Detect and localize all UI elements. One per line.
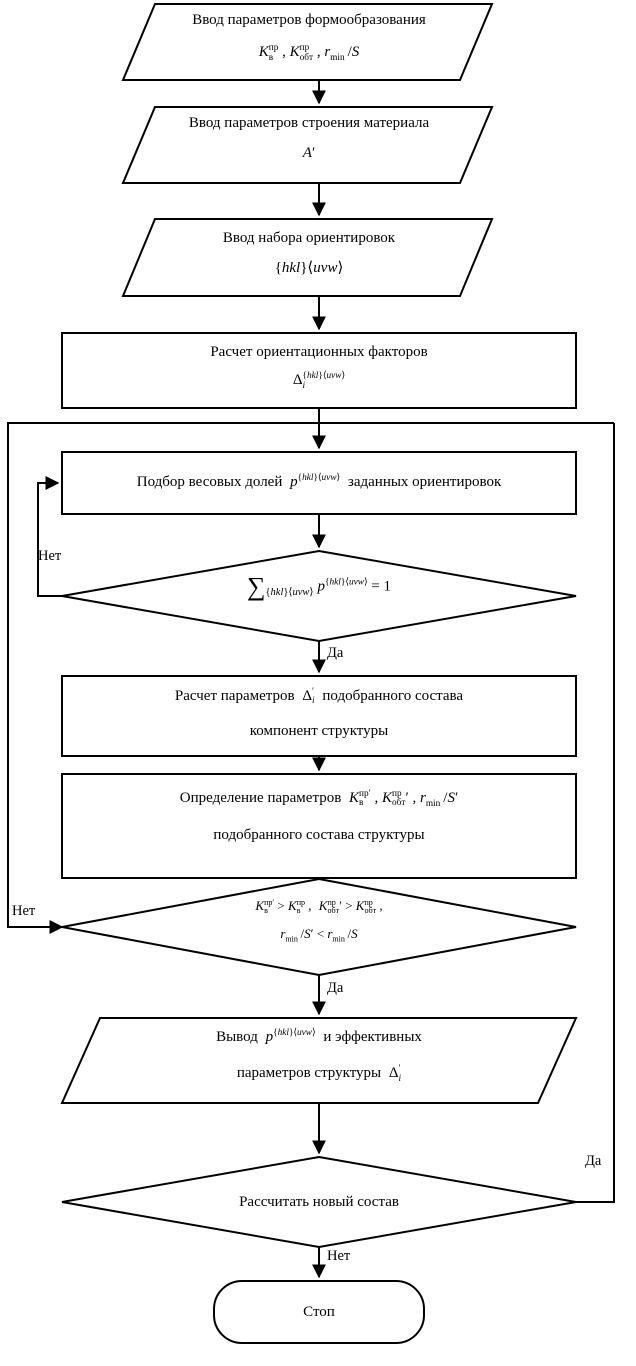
node-check-new-composition bbox=[62, 1157, 576, 1247]
node-line: Расчет параметров Δ ′ i подобранного состава bbox=[174, 686, 464, 707]
node-line: компонент структуры bbox=[249, 722, 389, 739]
node-line: $r_{min}$ $/S' < r_{min}$ /S bbox=[280, 926, 358, 944]
node-stop bbox=[214, 1281, 424, 1343]
node-line-math: {hkl}⟨uvw⟩ bbox=[274, 260, 344, 277]
node-line: Стоп bbox=[303, 1304, 335, 1320]
node-line: Расчет ориентационных факторов bbox=[210, 344, 428, 360]
node-check-improved-params bbox=[62, 879, 576, 975]
node-line: Ввод параметров строения материала bbox=[188, 115, 430, 131]
edge-label-no-new-composition: Нет bbox=[327, 1248, 351, 1264]
node-input-orientations bbox=[123, 219, 492, 296]
node-line: Вывод $p^{\{hkl\}⟨uvw⟩}$ и эффективных bbox=[216, 1028, 422, 1045]
edge-label-yes-sum: Да bbox=[327, 645, 344, 661]
node-select-weight-fractions bbox=[62, 452, 576, 514]
node-check-sum-equals-one bbox=[62, 551, 576, 641]
edge-label-yes-params: Да bbox=[327, 980, 344, 996]
node-line-math: K пр в , K пр обт , $r_{min}$ /S bbox=[258, 43, 360, 64]
node-line: Подбор весовых долей $p^{\{hkl\}⟨uvw⟩}$ заданных ориентировок bbox=[136, 473, 502, 490]
node-line: Ввод набора ориентировок bbox=[222, 230, 396, 246]
node-input-forming-params bbox=[123, 4, 492, 80]
node-output-results bbox=[62, 1018, 576, 1103]
node-line: Определение параметров K пр′ в , K пр обт ′ , $r_{min}$ /S′ bbox=[179, 788, 459, 809]
edge-label-yes-new-composition: Да bbox=[585, 1153, 602, 1169]
node-line-math: Δ {hkl}⟨uvw⟩ i bbox=[292, 371, 346, 391]
node-determine-structure-params bbox=[62, 774, 576, 878]
node-line: K пр′ в > K пр в , K пр обт ′ > K пр обт , bbox=[255, 897, 383, 915]
node-line-math: A′ bbox=[302, 145, 316, 162]
node-line: Ввод параметров формообразования bbox=[192, 12, 426, 28]
loop-frame-right bbox=[576, 423, 614, 1202]
node-line: Рассчитать новый состав bbox=[239, 1194, 399, 1210]
edge-n6-no-back bbox=[38, 483, 62, 596]
node-line: параметров структуры Δ ′ i bbox=[236, 1064, 402, 1084]
node-input-material-params bbox=[123, 107, 492, 183]
edge-label-no-sum: Нет bbox=[38, 548, 62, 564]
node-line: подобранного состава структуры bbox=[213, 826, 425, 843]
node-calc-orientation-factors bbox=[62, 333, 576, 408]
node-line: ∑{hkl}⟨uvw⟩ $p^{\{hkl\}⟨uvw⟩} = 1$ bbox=[246, 572, 392, 601]
node-calc-selected-composition-params bbox=[62, 676, 576, 756]
edge-label-no-params: Нет bbox=[12, 903, 36, 919]
